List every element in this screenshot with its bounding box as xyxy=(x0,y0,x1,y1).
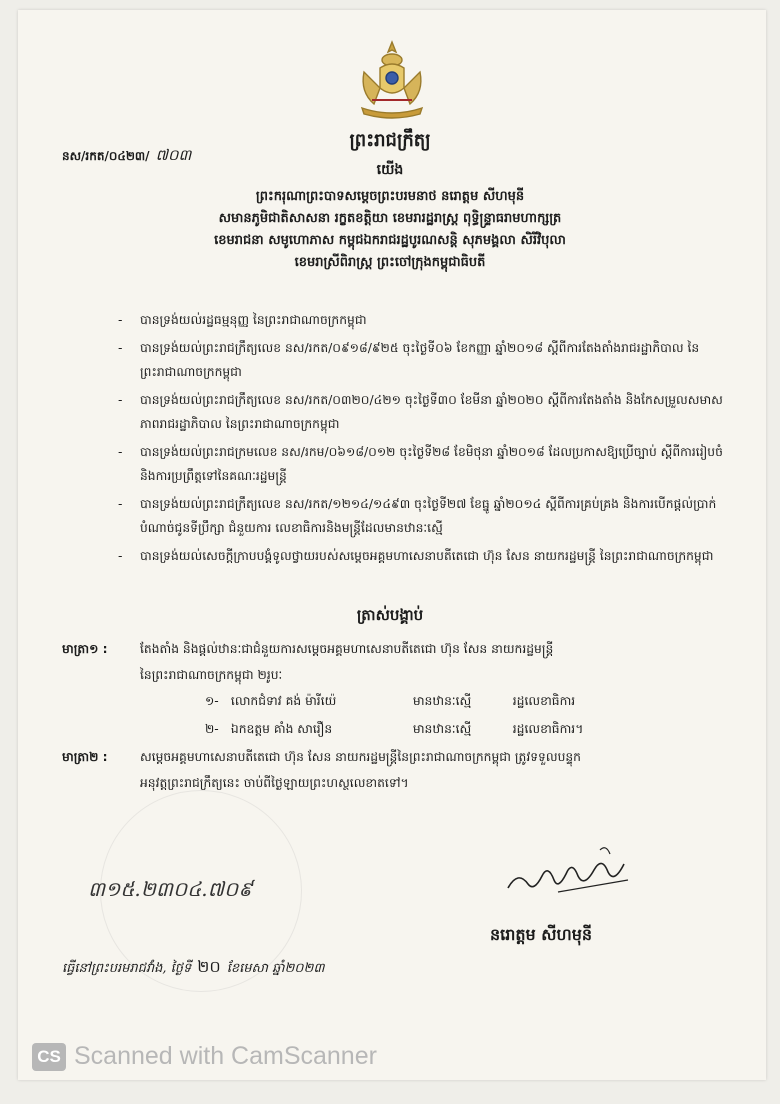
article-1 xyxy=(62,636,752,688)
appointee-row xyxy=(205,694,575,712)
appointee-rank: មានឋានៈស្មើ xyxy=(412,722,472,736)
article-2-text-continued: អនុវត្តព្រះរាជក្រឹត្យនេះ ចាប់ពីថ្ងៃឡាយព្រះហស្ថលេខាតទៅ។ xyxy=(140,776,409,790)
handwritten-registration-number: ៣១៥.២៣០៤.៧០៩ xyxy=(88,877,253,901)
date-day-handwritten: ២០ xyxy=(197,957,221,976)
preamble-item: - បានទ្រង់យល់រដ្ឋធម្មនុញ្ញ នៃព្រះរាជាណាចក្រកម្ពុជា xyxy=(118,308,738,332)
heading-we: យើង xyxy=(376,162,404,178)
preamble-list xyxy=(118,308,738,572)
royal-title-block xyxy=(0,186,780,274)
preamble-item: - បានទ្រង់យល់ព្រះរាជក្រឹត្យលេខ នស/រកត/១២១៤/១៤៩៣ ចុះថ្ងៃទី២៧ ខែធ្នូ ឆ្នាំ២០១៤ ស្ដីពីការគ្រប់គ្រង និងការបើកផ្ដល់ប្រាក់បំណាច់ជូនទីប្រឹក្សា ជំនួយការ លេខាធិការនិងមន្ត្រីដែលមានឋានៈស្មើ xyxy=(118,492,738,540)
camscanner-watermark xyxy=(32,1042,377,1071)
signatory-name: នរោត្តម សីហមុនី xyxy=(490,925,593,944)
royal-title-line: ព្រះករុណាព្រះបាទសម្ដេចព្រះបរមនាថ នរោត្តម សីហមុនី xyxy=(255,189,525,204)
date-suffix: ខែមេសា ឆ្នាំ២០២៣ xyxy=(226,961,325,976)
appointee-number: ១- xyxy=(205,694,219,708)
appointee-name: ឯកឧត្តម គាំង សារឿន xyxy=(230,722,333,736)
royal-title-line: ខេមរាជនា សមូហោភាស កម្ពុជឯករាជរដ្ឋបូរណសន្តិ សុភមង្គលា សិរីវិបុលា xyxy=(214,233,566,248)
decision-heading: ត្រាស់បង្គាប់ xyxy=(356,606,424,624)
document-title: ព្រះរាជក្រឹត្យ xyxy=(349,130,431,151)
preamble-item: - បានទ្រង់យល់ព្រះរាជក្រឹត្យលេខ នស/រកត/០៣២០/៤២១ ចុះថ្ងៃទី៣០ ខែមីនា ឆ្នាំ២០២០ ស្ដីពីការតែងតាំង និងកែសម្រួលសមាសភាពរាជរដ្ឋាភិបាល នៃព្រះរាជាណាចក្រកម្ពុជា xyxy=(118,388,738,436)
date-line xyxy=(62,956,324,980)
preamble-item: - បានទ្រង់យល់ព្រះរាជក្រមលេខ នស/រកម/០៦១៨/០១២ ចុះថ្ងៃទី២៨ ខែមិថុនា ឆ្នាំ២០១៨ ដែលប្រកាសឱ្យប្រើច្បាប់ ស្ដីពីការរៀបចំ និងការប្រព្រឹត្តទៅនៃគណៈរដ្ឋមន្ត្រី xyxy=(118,440,738,488)
article-2-label: មាត្រា២ : xyxy=(62,750,108,764)
royal-title-line: ខេមរាស្រីពិរាស្ត្រ ព្រះចៅក្រុងកម្ពុជាធិបតី xyxy=(294,255,486,270)
appointee-number: ២- xyxy=(205,722,219,736)
date-prefix: ធ្វើនៅព្រះបរមរាជវាំង, ថ្ងៃទី xyxy=(62,961,192,976)
appointee-title: រដ្ឋលេខាធិការ xyxy=(512,694,576,708)
reference-number-handwritten: ៧០៣ xyxy=(155,146,192,164)
royal-coat-of-arms-emblem xyxy=(352,38,432,122)
article-1-text-continued: នៃព្រះរាជាណាចក្រកម្ពុជា ២រូបៈ xyxy=(140,668,283,682)
preamble-item: - បានទ្រង់យល់សេចក្ដីក្រាបបង្គំទូលថ្វាយរបស់សម្ដេចអគ្គមហាសេនាបតីតេជោ ហ៊ុន សែន នាយករដ្ឋមន្ត្រី នៃព្រះរាជាណាចក្រកម្ពុជា xyxy=(118,544,738,568)
appointee-title: រដ្ឋលេខាធិការ។ xyxy=(512,722,584,736)
article-1-label: មាត្រា១ : xyxy=(62,642,108,656)
camscanner-logo-icon: CS xyxy=(32,1043,66,1071)
royal-signature xyxy=(498,840,638,900)
appointee-row xyxy=(205,722,583,740)
royal-title-line: សមានភូមិជាតិសាសនា រក្ខតខត្តិយា ខេមរារដ្ឋរាស្ត្រ ពុទ្ធិន្ទ្រាធរាមហាក្សត្រ xyxy=(218,211,562,226)
article-1-text: តែងតាំង និងផ្ដល់ឋានៈជាជំនួយការសម្ដេចអគ្គមហាសេនាបតីតេជោ ហ៊ុន សែន នាយករដ្ឋមន្ត្រី xyxy=(140,642,554,656)
appointee-rank: មានឋានៈស្មើ xyxy=(412,694,472,708)
preamble-item: - បានទ្រង់យល់ព្រះរាជក្រឹត្យលេខ នស/រកត/០៩១៨/៩២៥ ចុះថ្ងៃទី០៦ ខែកញ្ញា ឆ្នាំ២០១៨ ស្ដីពីការតែងតាំងរាជរដ្ឋាភិបាល នៃព្រះរាជាណាចក្រកម្ពុជា xyxy=(118,336,738,384)
article-2 xyxy=(62,744,752,796)
reference-number-printed: នស/រកត/០៤២៣/ xyxy=(62,149,150,163)
camscanner-text: Scanned with CamScanner xyxy=(74,1042,377,1070)
article-2-text: សម្ដេចអគ្គមហាសេនាបតីតេជោ ហ៊ុន សែន នាយករដ្ឋមន្ត្រីនៃព្រះរាជាណាចក្រកម្ពុជា ត្រូវទទួលបន្ទុក xyxy=(140,750,581,764)
appointee-name: លោកជំទាវ គង់ ម៉ារីយ៉េ xyxy=(230,694,337,708)
